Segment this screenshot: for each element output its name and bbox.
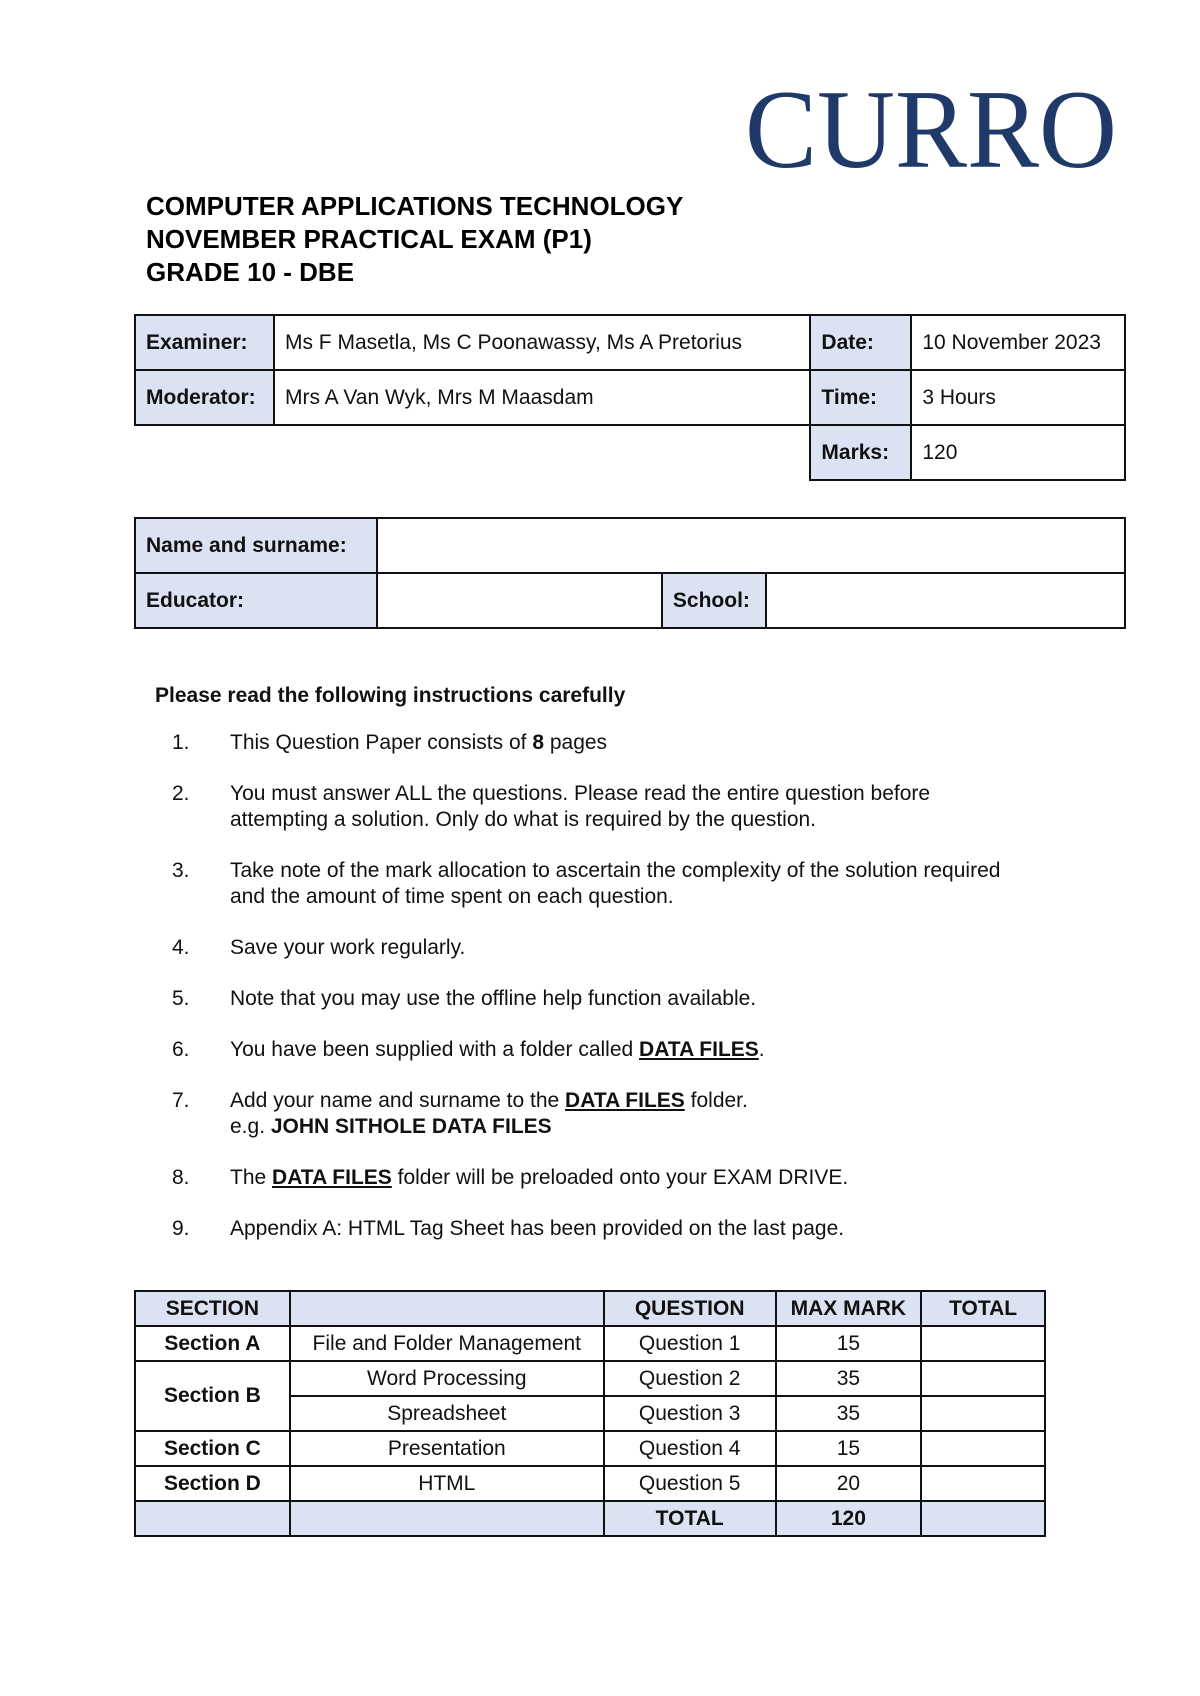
- instruction-text: .: [758, 1038, 765, 1061]
- instruction-item: [155, 1037, 1085, 1063]
- name-surname-field[interactable]: [377, 518, 1125, 573]
- exam-title-grade: GRADE 10 - DBE: [146, 257, 355, 287]
- instruction-text: This Question Paper consists of: [230, 731, 533, 754]
- instruction-number: 3.: [172, 859, 190, 882]
- instructions-list: [155, 730, 1085, 1242]
- instruction-example: JOHN SITHOLE DATA FILES: [270, 1115, 552, 1138]
- instruction-text: Note that you may use the offline help function available.: [230, 987, 757, 1010]
- instruction-text: Add your name and surname to the: [230, 1089, 566, 1112]
- question-cell: Question 4: [604, 1431, 776, 1466]
- grand-total-cell[interactable]: [921, 1501, 1045, 1536]
- instruction-item: [155, 781, 1085, 833]
- question-cell: Question 1: [604, 1326, 776, 1361]
- time-value: 3 Hours: [911, 370, 1125, 425]
- max-mark-cell: 15: [776, 1431, 922, 1466]
- instruction-text: Appendix A: HTML Tag Sheet has been provided on the last page.: [230, 1217, 845, 1240]
- instruction-item: [155, 730, 1085, 756]
- max-mark-cell: 20: [776, 1466, 922, 1501]
- student-details-table: [134, 517, 1126, 629]
- total-cell[interactable]: [921, 1396, 1045, 1431]
- question-cell: Question 3: [604, 1396, 776, 1431]
- moderator-label: Moderator:: [135, 370, 274, 425]
- topic-cell: Word Processing: [290, 1361, 604, 1396]
- mark-summary-table: [134, 1290, 1046, 1537]
- instruction-bold: 8: [532, 731, 544, 754]
- instruction-number: 7.: [172, 1089, 190, 1112]
- instruction-text: and the amount of time spent on each question.: [230, 885, 674, 908]
- question-cell: Question 5: [604, 1466, 776, 1501]
- topic-cell: HTML: [290, 1466, 604, 1501]
- instruction-number: 2.: [172, 782, 190, 805]
- school-field[interactable]: [766, 573, 1125, 628]
- instruction-text: folder will be preloaded onto your EXAM DRIVE.: [391, 1166, 849, 1189]
- date-label: Date:: [810, 315, 911, 370]
- exam-title-subject: COMPUTER APPLICATIONS TECHNOLOGY: [146, 191, 684, 221]
- instruction-text: The: [230, 1166, 273, 1189]
- total-cell[interactable]: [921, 1326, 1045, 1361]
- topic-cell: File and Folder Management: [290, 1326, 604, 1361]
- instruction-number: 6.: [172, 1038, 190, 1061]
- instruction-text: e.g.: [230, 1115, 271, 1138]
- section-cell: Section B: [135, 1361, 290, 1431]
- school-label: School:: [662, 573, 766, 628]
- total-cell[interactable]: [921, 1361, 1045, 1396]
- empty-cell: [135, 425, 274, 480]
- instruction-number: 5.: [172, 987, 190, 1010]
- topic-cell: Presentation: [290, 1431, 604, 1466]
- max-mark-cell: 35: [776, 1361, 922, 1396]
- instruction-item: [155, 1216, 1085, 1242]
- empty-cell: [290, 1501, 604, 1536]
- educator-field[interactable]: [377, 573, 662, 628]
- instruction-text: Take note of the mark allocation to ascertain the complexity of the solution required: [230, 859, 1001, 882]
- instructions: [155, 684, 1085, 1267]
- marks-label: Marks:: [810, 425, 911, 480]
- name-surname-label: Name and surname:: [135, 518, 377, 573]
- table-row: [135, 1466, 1045, 1501]
- instruction-item: [155, 858, 1085, 910]
- empty-cell: [135, 1501, 290, 1536]
- date-value: 10 November 2023: [911, 315, 1125, 370]
- instruction-text: attempting a solution. Only do what is required by the question.: [230, 808, 817, 831]
- table-row: [135, 1326, 1045, 1361]
- table-row: [135, 1361, 1045, 1396]
- curro-logo-wordmark: [745, 72, 1120, 182]
- instruction-number: 1.: [172, 731, 190, 754]
- instruction-text: Save your work regularly.: [230, 936, 466, 959]
- question-cell: Question 2: [604, 1361, 776, 1396]
- header-max-mark: MAX MARK: [776, 1291, 922, 1326]
- instruction-text: You have been supplied with a folder called: [230, 1038, 640, 1061]
- educator-label: Educator:: [135, 573, 377, 628]
- exam-title-exam: NOVEMBER PRACTICAL EXAM (P1): [146, 224, 592, 254]
- topic-cell: Spreadsheet: [290, 1396, 604, 1431]
- curro-logo: [745, 72, 1120, 182]
- instruction-number: 9.: [172, 1217, 190, 1240]
- total-max-mark: 120: [776, 1501, 922, 1536]
- data-files-reference: DATA FILES: [565, 1089, 685, 1112]
- time-label: Time:: [810, 370, 911, 425]
- summary-total-row: [135, 1501, 1045, 1536]
- section-cell: Section A: [135, 1326, 290, 1361]
- instruction-number: 8.: [172, 1166, 190, 1189]
- instruction-number: 4.: [172, 936, 190, 959]
- empty-cell: [274, 425, 810, 480]
- total-cell[interactable]: [921, 1431, 1045, 1466]
- header-question: QUESTION: [604, 1291, 776, 1326]
- section-cell: Section D: [135, 1466, 290, 1501]
- marks-value: 120: [911, 425, 1125, 480]
- instruction-item: [155, 1165, 1085, 1191]
- data-files-reference: DATA FILES: [272, 1166, 392, 1189]
- instruction-item: [155, 935, 1085, 961]
- total-label: TOTAL: [604, 1501, 776, 1536]
- total-cell[interactable]: [921, 1466, 1045, 1501]
- instruction-item: [155, 1088, 1085, 1140]
- exam-info-table: [134, 314, 1126, 481]
- header-total: TOTAL: [921, 1291, 1045, 1326]
- section-cell: Section C: [135, 1431, 290, 1466]
- table-row: [135, 1431, 1045, 1466]
- summary-header-row: [135, 1291, 1045, 1326]
- svg-text:CURRO: CURRO: [745, 72, 1117, 182]
- instruction-text: folder.: [684, 1089, 748, 1112]
- header-section: SECTION: [135, 1291, 290, 1326]
- data-files-reference: DATA FILES: [639, 1038, 759, 1061]
- header-topic: [290, 1291, 604, 1326]
- examiner-label: Examiner:: [135, 315, 274, 370]
- examiner-value: Ms F Masetla, Ms C Poonawassy, Ms A Pretorius: [274, 315, 810, 370]
- max-mark-cell: 35: [776, 1396, 922, 1431]
- instruction-text: You must answer ALL the questions. Please read the entire question before: [230, 782, 931, 805]
- max-mark-cell: 15: [776, 1326, 922, 1361]
- moderator-value: Mrs A Van Wyk, Mrs M Maasdam: [274, 370, 810, 425]
- instructions-heading: Please read the following instructions carefully: [155, 684, 626, 707]
- instruction-text: pages: [544, 731, 608, 754]
- exam-title: [146, 190, 683, 289]
- instruction-item: [155, 986, 1085, 1012]
